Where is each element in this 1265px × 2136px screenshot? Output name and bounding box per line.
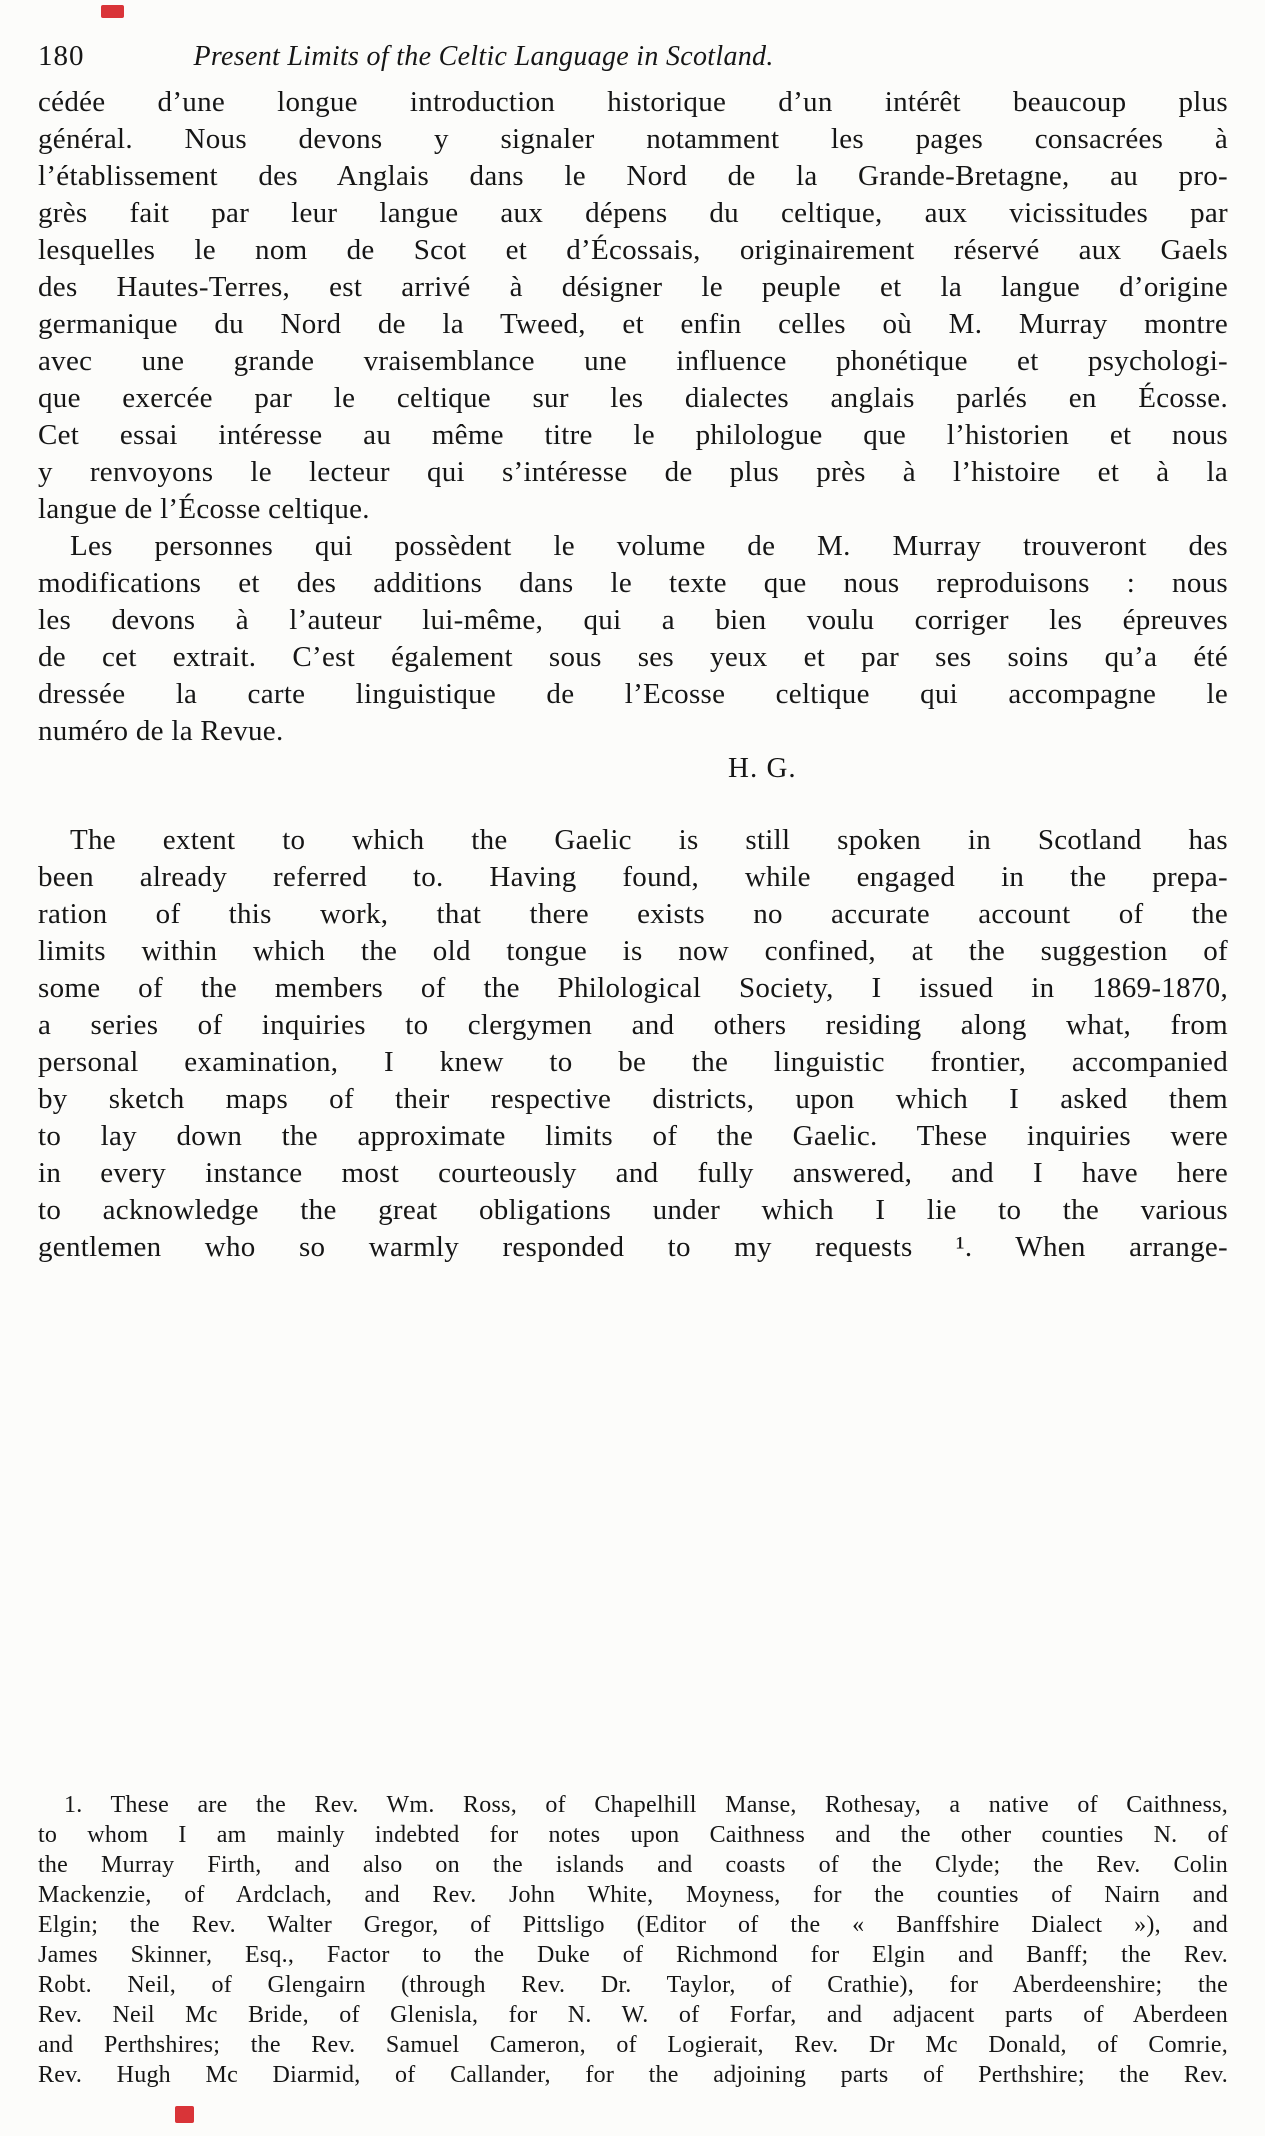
text-line: in every instance most courteously and fully answered, and I have here xyxy=(38,1157,1228,1189)
text-line: been already referred to. Having found, while engaged in the prepa- xyxy=(38,861,1228,893)
red-mark-bottom xyxy=(175,2106,194,2123)
text-line: numéro de la Revue. xyxy=(38,715,284,747)
paragraph-english xyxy=(38,822,1228,1266)
text-line: some of the members of the Philological Society, I issued in 1869-1870, xyxy=(38,972,1228,1004)
paragraph-french-1 xyxy=(38,84,1228,528)
text-line: the Murray Firth, and also on the islands and coasts of the Clyde; the Rev. Colin xyxy=(38,1852,1228,1878)
text-line: a series of inquiries to clergymen and others residing along what, from xyxy=(38,1009,1228,1041)
text-line: gentlemen who so warmly responded to my requests ¹. When arrange- xyxy=(38,1231,1228,1263)
text-line: to whom I am mainly indebted for notes upon Caithness and the other counties N. of xyxy=(38,1822,1228,1848)
paragraph-french-2 xyxy=(38,528,1228,750)
text-line: Elgin; the Rev. Walter Gregor, of Pittsligo (Editor of the « Banffshire Dialect »), and xyxy=(38,1912,1228,1938)
text-line: Mackenzie, of Ardclach, and Rev. John White, Moyness, for the counties of Nairn and xyxy=(38,1882,1228,1908)
text-line: to acknowledge the great obligations under which I lie to the various xyxy=(38,1194,1228,1226)
french-section xyxy=(38,84,1228,787)
page-number: 180 xyxy=(38,40,85,72)
text-line: personal examination, I knew to be the linguistic frontier, accompanied xyxy=(38,1046,1228,1078)
text-line: les devons à l’auteur lui-même, qui a bien voulu corriger les épreuves xyxy=(38,604,1228,636)
english-section xyxy=(38,822,1228,1266)
text-line: l’établissement des Anglais dans le Nord de la Grande-Bretagne, au pro- xyxy=(38,160,1228,192)
footnote xyxy=(38,1790,1228,2090)
text-line: y renvoyons le lecteur qui s’intéresse de plus près à l’histoire et à la xyxy=(38,456,1228,488)
text-line: and Perthshires; the Rev. Samuel Cameron, of Logierait, Rev. Dr Mc Donald, of Comrie, xyxy=(38,2032,1228,2058)
text-line: lesquelles le nom de Scot et d’Écossais, originairement réservé aux Gaels xyxy=(38,234,1228,266)
footnote-paragraph xyxy=(38,1790,1228,2090)
text-line: germanique du Nord de la Tweed, et enfin celles où M. Murray montre xyxy=(38,308,1228,340)
text-line: dressée la carte linguistique de l’Ecosse celtique qui accompagne le xyxy=(38,678,1228,710)
red-mark-top xyxy=(101,5,124,18)
text-line: modifications et des additions dans le texte que nous reproduisons : nous xyxy=(38,567,1228,599)
text-line: to lay down the approximate limits of the Gaelic. These inquiries were xyxy=(38,1120,1228,1152)
running-title: Present Limits of the Celtic Language in Scotland. xyxy=(193,41,774,72)
text-line: langue de l’Écosse celtique. xyxy=(38,493,370,525)
text-line: Cet essai intéresse au même titre le philologue que l’historien et nous xyxy=(38,419,1228,451)
text-line: by sketch maps of their respective districts, upon which I asked them xyxy=(38,1083,1228,1115)
text-line: grès fait par leur langue aux dépens du celtique, aux vicissitudes par xyxy=(38,197,1228,229)
text-line: The extent to which the Gaelic is still spoken in Scotland has xyxy=(70,824,1228,856)
text-line: James Skinner, Esq., Factor to the Duke of Richmond for Elgin and Banff; the Rev. xyxy=(38,1942,1228,1968)
page-header xyxy=(38,40,1225,80)
text-line: que exercée par le celtique sur les dialectes anglais parlés en Écosse. xyxy=(38,382,1228,414)
text-line: Rev. Hugh Mc Diarmid, of Callander, for the adjoining parts of Perthshire; the Rev. xyxy=(38,2062,1228,2088)
text-line: Rev. Neil Mc Bride, of Glenisla, for N. W. of Forfar, and adjacent parts of Aberdeen xyxy=(38,2002,1228,2028)
text-line: de cet extrait. C’est également sous ses yeux et par ses soins qu’a été xyxy=(38,641,1228,673)
text-line: Robt. Neil, of Glengairn (through Rev. Dr. Taylor, of Crathie), for Aberdeenshire; the xyxy=(38,1972,1228,1998)
text-line: cédée d’une longue introduction historique d’un intérêt beaucoup plus xyxy=(38,86,1228,118)
text-line: 1. These are the Rev. Wm. Ross, of Chapelhill Manse, Rothesay, a native of Caithness, xyxy=(64,1792,1228,1818)
text-line: des Hautes-Terres, est arrivé à désigner le peuple et la langue d’origine xyxy=(38,271,1228,303)
text-line: limits within which the old tongue is now confined, at the suggestion of xyxy=(38,935,1228,967)
text-line: ration of this work, that there exists no accurate account of the xyxy=(38,898,1228,930)
text-line: avec une grande vraisemblance une influence phonétique et psychologi- xyxy=(38,345,1228,377)
author-initials: H. G. xyxy=(728,752,797,784)
text-line: général. Nous devons y signaler notamment les pages consacrées à xyxy=(38,123,1228,155)
text-line: Les personnes qui possèdent le volume de M. Murray trouveront des xyxy=(70,530,1228,562)
